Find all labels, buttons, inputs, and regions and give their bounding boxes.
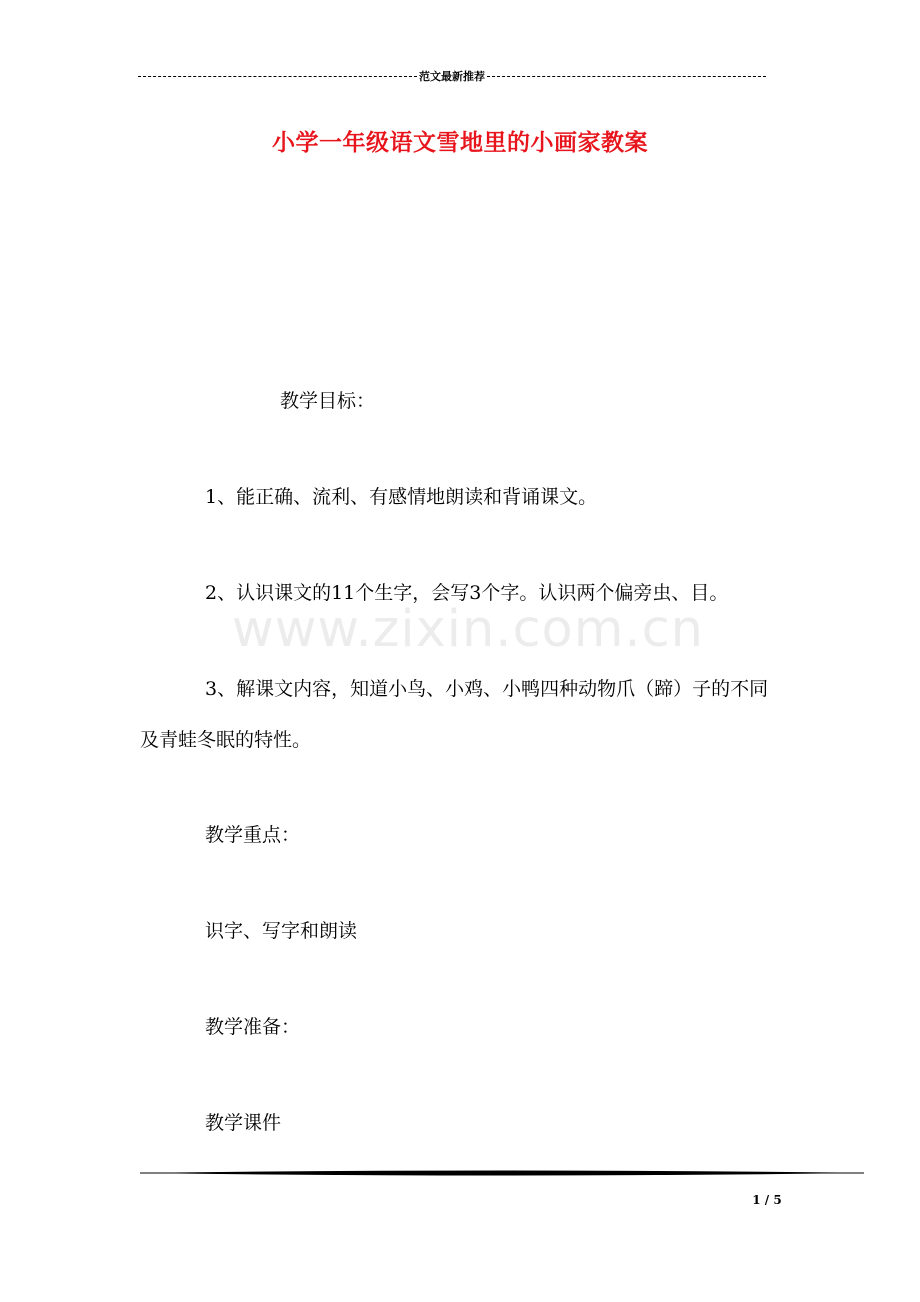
paragraph-objective-1: 1、能正确、流利、有感情地朗读和背诵课文。 bbox=[205, 486, 598, 508]
paragraph-keypoints: 识字、写字和朗读 bbox=[205, 920, 358, 942]
paragraph-keypoints-heading: 教学重点： bbox=[205, 824, 301, 846]
document-title: 小学一年级语文雪地里的小画家教案 bbox=[272, 129, 648, 156]
paragraph-preparation-heading: 教学准备： bbox=[205, 1016, 301, 1038]
paragraph-objectives-heading: 教学目标： bbox=[280, 390, 376, 412]
header-dash-right bbox=[487, 76, 766, 77]
header-bar bbox=[138, 68, 766, 84]
header-label: 范文最新推荐 bbox=[419, 70, 485, 83]
footer-rule bbox=[140, 1168, 864, 1178]
page-number: 1 / 5 bbox=[752, 1193, 782, 1207]
paragraph-preparation: 教学课件 bbox=[205, 1112, 282, 1134]
watermark: www.zixin.com.cn bbox=[232, 600, 704, 659]
header-dash-left bbox=[138, 76, 417, 77]
paragraph-objective-2: 2、认识课文的11个生字，会写3个字。认识两个偏旁虫、目。 bbox=[205, 582, 729, 604]
paragraph-objective-3: 3、解课文内容，知道小鸟、小鸡、小鸭四种动物爪（蹄）子的不同及青蛙冬眠的特性。 bbox=[140, 678, 769, 751]
